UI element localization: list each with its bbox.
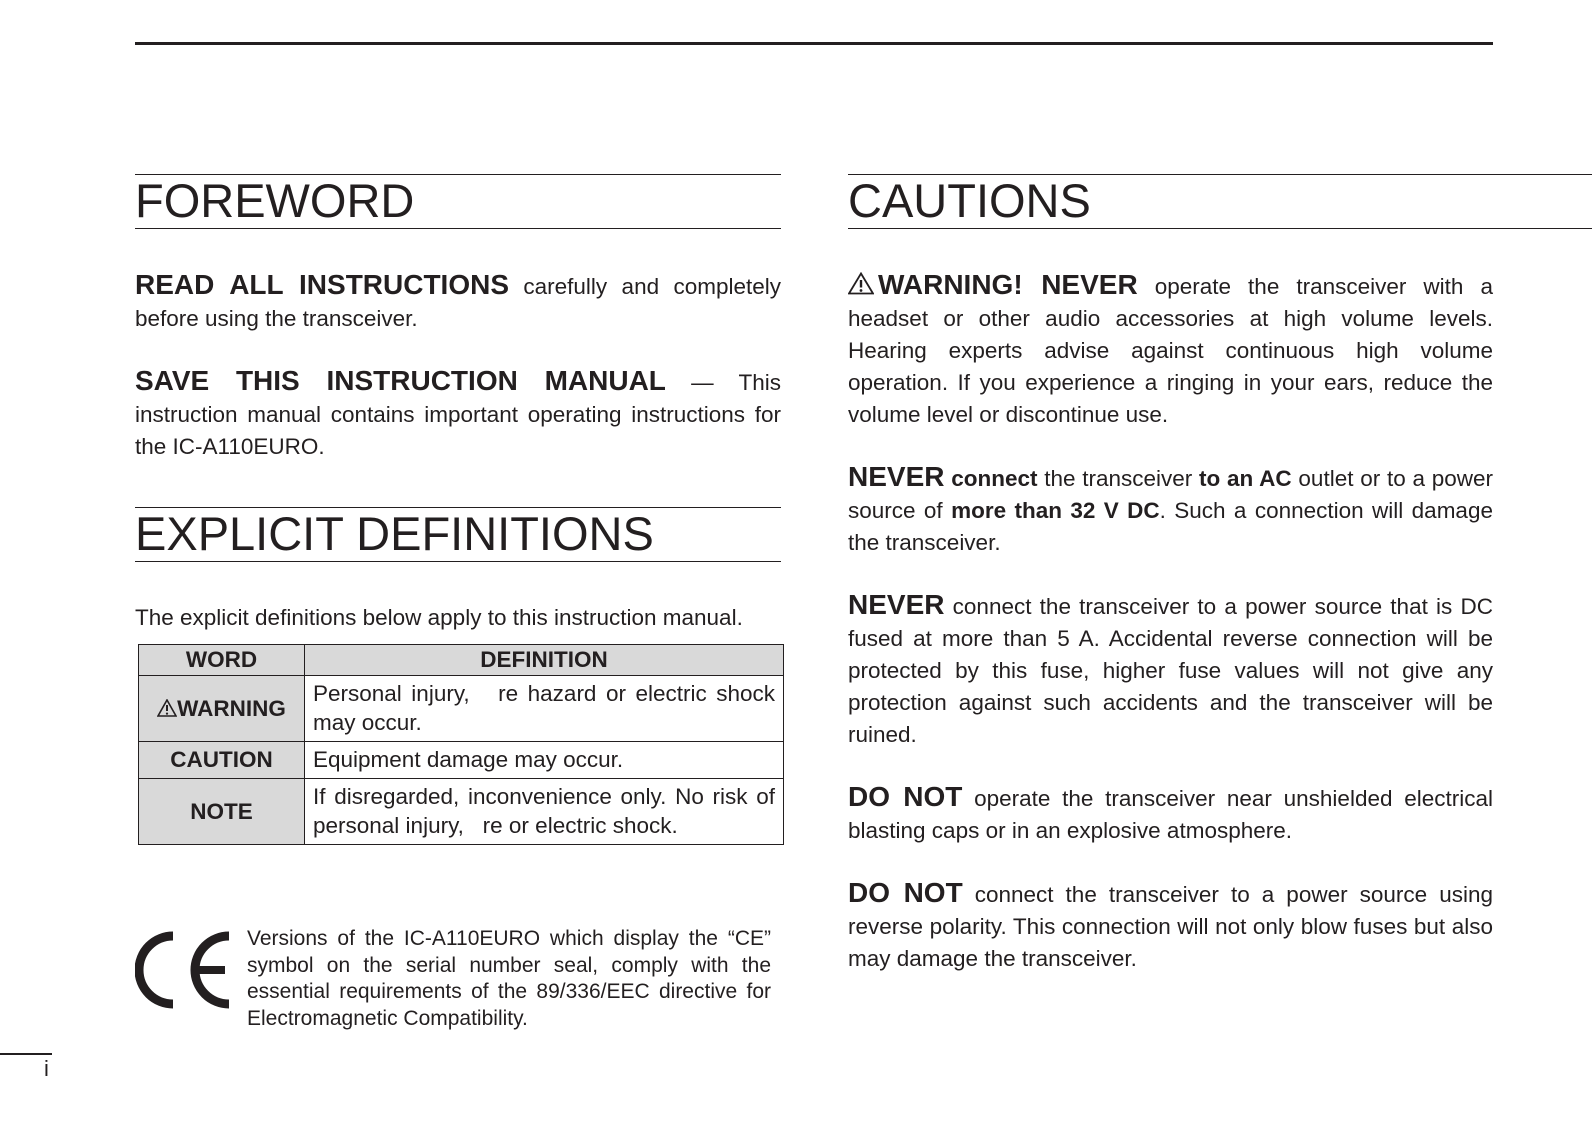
table-row	[139, 742, 784, 779]
col-definition-header: DEFINITION	[305, 645, 784, 676]
read-instructions-lead: READ ALL INSTRUCTIONS	[135, 269, 510, 300]
caution-ac-bold-ac: to an AC	[1199, 466, 1292, 491]
caution-ac-text-3: . Such a connection will damage the transceiver.	[848, 498, 1493, 555]
read-instructions-text: carefully and completely before using the transceiver.	[135, 274, 782, 331]
page-number: i	[44, 1056, 49, 1081]
page-number-rule	[0, 1053, 52, 1055]
foreword-read-instructions	[135, 269, 781, 335]
definitions-intro: The explicit definitions below apply to this instruction manual.	[135, 605, 743, 630]
caution-ac-text-1: the transceiver	[1037, 466, 1200, 491]
ce-mark-icon	[135, 930, 235, 1010]
caution-ac-bold-connect: connect	[951, 466, 1038, 491]
caution-ac-lead: NEVER	[848, 461, 945, 492]
table-row	[139, 676, 784, 742]
foreword-save-manual	[135, 365, 781, 463]
word-cell-warning	[139, 676, 305, 742]
ce-block	[135, 927, 781, 1040]
word-warning: WARNING	[177, 695, 286, 721]
caution-polarity-text: connect the transceiver to a power source using reverse polarity. This connection will not only blow fuses but also may damage the transceiver.	[848, 882, 1493, 971]
caution-fuse-lead: NEVER	[848, 589, 945, 620]
top-rule	[135, 42, 1493, 45]
caution-headset-text: operate the transceiver with a headset or other audio accessories at high volume levels. Hearing experts advise against continuous high volume operation. If you experience a ringing in your ears, reduce the volume level or discontinue use.	[848, 274, 1493, 427]
definitions-table	[138, 644, 784, 845]
caution-ac-outlet	[848, 461, 1493, 559]
caution-blasting-lead: DO NOT	[848, 781, 963, 812]
caution-fuse	[848, 589, 1493, 751]
caution-blasting	[848, 781, 1493, 847]
definition-cell: Personal injury, re hazard or electric shock may occur.	[305, 676, 784, 742]
right-column	[848, 174, 1493, 975]
warning-triangle-icon	[157, 699, 177, 717]
save-manual-lead: SAVE THIS INSTRUCTION MANUAL	[135, 365, 666, 396]
definition-cell: Equipment damage may occur.	[305, 742, 784, 779]
ce-compliance-text: Versions of the IC-A110EURO which display the “CE” symbol on the serial number seal, comply with the essential requirements of the 89/336/EEC directive for Electromagnetic Compatibility.	[247, 927, 771, 1030]
definitions-heading: EXPLICIT DEFINITIONS	[135, 507, 781, 562]
definition-cell: If disregarded, inconvenience only. No risk of personal injury, re or electric shock.	[305, 779, 784, 845]
cautions-heading: CAUTIONS	[848, 174, 1592, 229]
caution-headset-lead: WARNING! NEVER	[878, 269, 1138, 300]
caution-polarity	[848, 877, 1493, 975]
caution-ac-bold-voltage: more than 32 V DC	[951, 498, 1160, 523]
word-cell-note: NOTE	[139, 779, 305, 845]
caution-blasting-text: operate the transceiver near unshielded electrical blasting caps or in an explosive atmosphere.	[848, 786, 1493, 843]
caution-polarity-lead: DO NOT	[848, 877, 963, 908]
table-row	[139, 779, 784, 845]
table-header-row	[139, 645, 784, 676]
caution-headset	[848, 269, 1493, 431]
left-column	[135, 174, 781, 845]
warning-triangle-icon	[848, 272, 874, 295]
col-word-header: WORD	[139, 645, 305, 676]
save-manual-text: — This instruction manual contains important operating instructions for the IC-A110EURO.	[135, 370, 781, 459]
foreword-heading: FOREWORD	[135, 174, 781, 229]
caution-ac-text-2: outlet or to a power source of	[848, 466, 1493, 523]
caution-fuse-text: connect the transceiver to a power source that is DC fused at more than 5 A. Accidental reverse connection will be protected by this fuse, higher fuse values will not give any protection against such accidents and the transceiver will be ruined.	[848, 594, 1493, 747]
word-cell-caution: CAUTION	[139, 742, 305, 779]
